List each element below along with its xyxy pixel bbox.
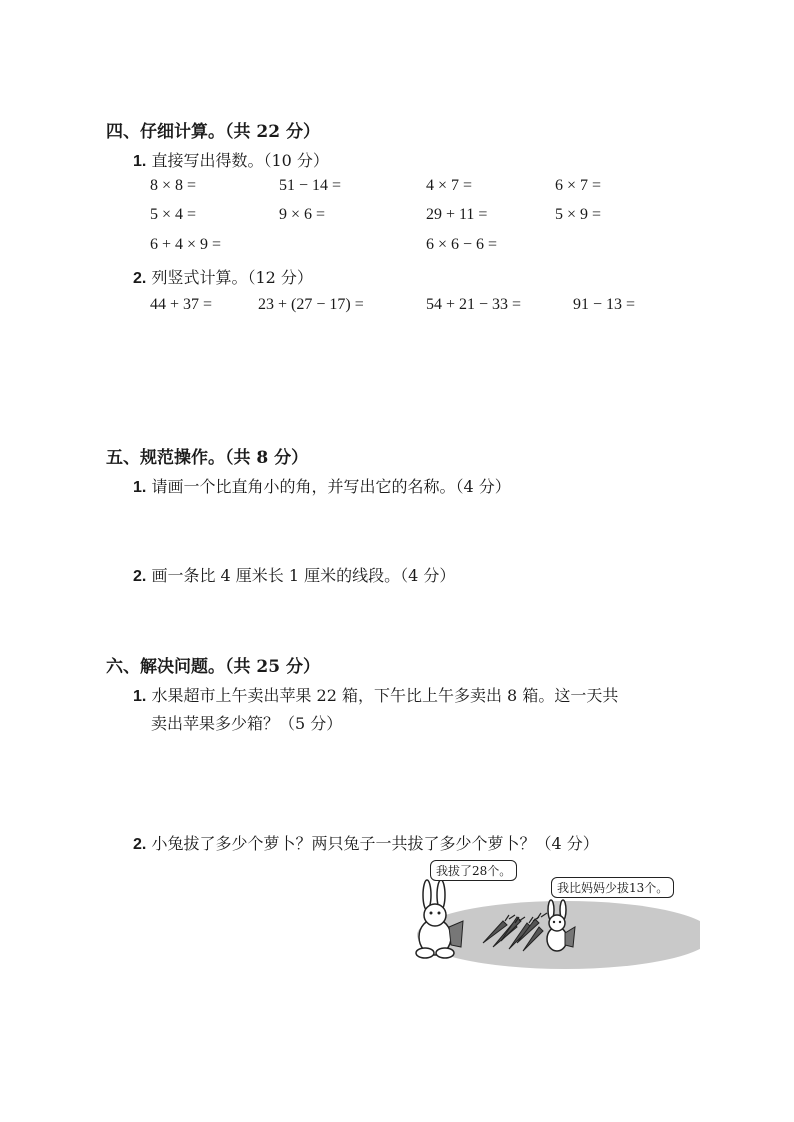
vertical-expr: 23 + (27 − 17) = [258,296,364,313]
question-text: 请画一个比直角小的角，并写出它的名称。（4 分） [151,477,511,496]
question-4-1 [133,148,329,171]
question-6-1 [133,683,618,706]
question-number: 2. [133,836,147,853]
question-4-2 [133,265,313,288]
question-6-2 [133,831,599,854]
question-number: 1. [133,153,147,170]
direct-expr: 6 + 4 × 9 = [150,236,222,253]
section-4-title: 四、仔细计算。（共 22 分） [106,122,320,142]
speech-bubble-mother: 我拔了28个。 [430,860,517,881]
vertical-expr: 91 − 13 = [573,296,636,313]
direct-expr: 6 × 6 − 6 = [426,236,498,253]
vertical-expr: 54 + 21 − 33 = [426,296,522,313]
question-5-1 [133,474,511,497]
direct-expr: 9 × 6 = [279,206,326,223]
question-number: 1. [133,479,147,496]
question-text: 小兔拔了多少个萝卜？两只兔子一共拔了多少个萝卜？（4 分） [151,834,599,853]
section-6-title: 六、解决问题。（共 25 分） [106,657,320,677]
direct-expr: 8 × 8 = [150,177,197,194]
direct-expr: 4 × 7 = [426,177,473,194]
question-number: 1. [133,688,147,705]
vertical-expr: 44 + 37 = [150,296,213,313]
direct-expr: 5 × 9 = [555,206,602,223]
question-text-line1: 水果超市上午卖出苹果 22 箱，下午比上午多卖出 8 箱。这一天共 [151,686,619,705]
question-number: 2. [133,270,147,287]
question-text: 画一条比 4 厘米长 1 厘米的线段。（4 分） [151,566,456,585]
direct-expr: 29 + 11 = [426,206,488,223]
direct-expr: 51 − 14 = [279,177,342,194]
question-5-2 [133,563,455,586]
speech-bubble-kid: 我比妈妈少拔13个。 [551,877,674,898]
direct-expr: 6 × 7 = [555,177,602,194]
question-text: 列竖式计算。（12 分） [151,268,313,287]
direct-expr: 5 × 4 = [150,206,197,223]
section-5-title: 五、规范操作。（共 8 分） [106,448,309,468]
question-number: 2. [133,568,147,585]
question-text-line2: 卖出苹果多少箱？（5 分） [151,714,343,733]
question-text: 直接写出得数。（10 分） [151,151,329,170]
